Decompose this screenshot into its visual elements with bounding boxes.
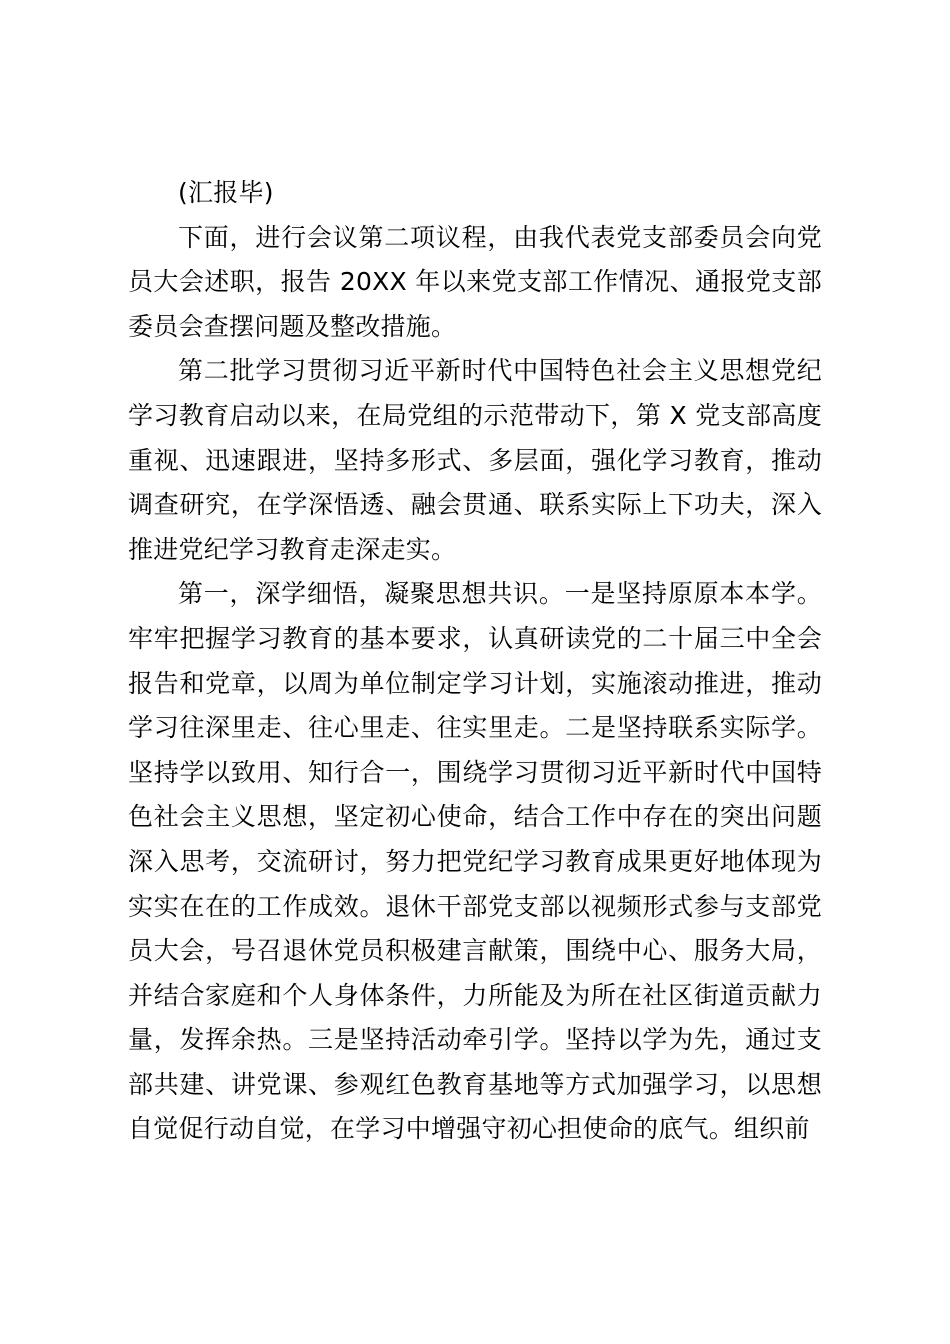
document-body (128, 171, 822, 1152)
paragraph-first-point: 第一，深学细悟，凝聚思想共识。一是坚持原原本本学。牢牢把握学习教育的基本要求，认真研读党的二十届三中全会报告和党章，以周为单位制定学习计划，实施滚动推进，推动学习往深里走、往心里走、往实里走。二是坚持联系实际学。坚持学以致用、知行合一，围绕学习贯彻习近平新时代中国特色社会主义思想，坚定初心使命，结合工作中存在的突出问题深入思考，交流研讨，努力把党纪学习教育成果更好地体现为实实在在的工作成效。退休干部党支部以视频形式参与支部党员大会，号召退休党员积极建言献策，围绕中心、服务大局，并结合家庭和个人身体条件，力所能及为所在社区街道贡献力量，发挥余热。三是坚持活动牵引学。坚持以学为先，通过支部共建、讲党课、参观红色教育基地等方式加强学习，以思想自觉促行动自觉，在学习中增强守初心担使命的底气。组织前 (128, 579, 822, 1144)
paragraph-education-overview: 第二批学习贯彻习近平新时代中国特色社会主义思想党纪学习教育启动以来，在局党组的示范带动下，第 X 党支部高度重视、迅速跟进，坚持多形式、多层面，强化学习教育，推动调查研究，在学深悟透、融会贯通、联系实际上下功夫，深入推进党纪学习教育走深走实。 (128, 356, 822, 564)
paragraph-agenda-item-two: 下面，进行会议第二项议程，由我代表党支部委员会向党员大会述职，报告 20XX 年以来党支部工作情况、通报党支部委员会查摆问题及整改措施。 (128, 222, 822, 341)
paragraph-report-end: (汇报毕) (178, 178, 274, 207)
